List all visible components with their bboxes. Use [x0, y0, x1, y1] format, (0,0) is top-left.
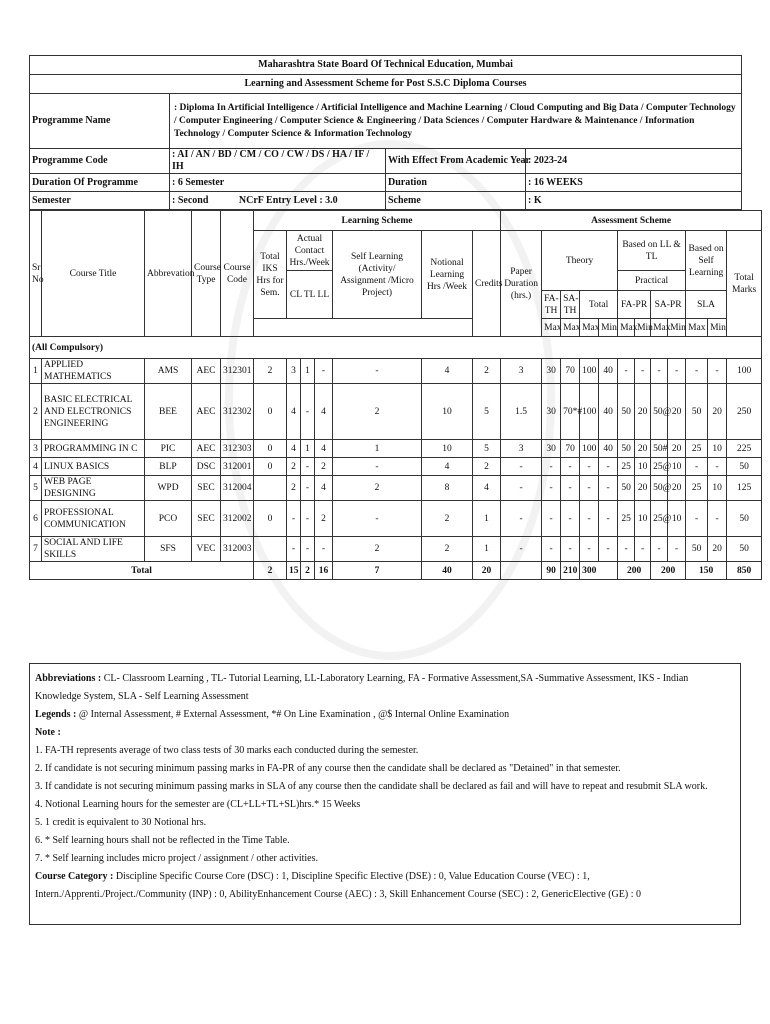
- self-learning-cell: -: [333, 501, 422, 537]
- abbreviations-note: [35, 670, 735, 706]
- sa-pr-header: SA-PR: [651, 291, 686, 319]
- total-marks-header: Total Marks: [727, 231, 762, 337]
- total-marks-cell: 50: [727, 458, 762, 476]
- sa-pr-min-cell: 20: [668, 384, 686, 440]
- course-title-header: Course Title: [42, 211, 145, 337]
- course-title-cell: PROFESSIONAL COMMUNICATION: [42, 501, 145, 537]
- course-type-cell: DSC: [192, 458, 221, 476]
- based-on-self-header: Based on Self Learning: [686, 231, 727, 291]
- ll-header: LL: [317, 289, 330, 300]
- table-row: [30, 476, 762, 501]
- iks-cell: 0: [254, 384, 287, 440]
- iks-cell: 0: [254, 501, 287, 537]
- sla-max-cell: 25: [686, 440, 708, 458]
- sa-pr-min-cell: 20: [668, 476, 686, 501]
- abbreviation-cell: PCO: [145, 501, 192, 537]
- sla-min-cell: -: [708, 458, 727, 476]
- fa-pr-max-cell: 25: [618, 501, 635, 537]
- total-theory: 300: [580, 562, 618, 580]
- notional-cell: 2: [422, 537, 473, 562]
- fa-th-cell: 30: [542, 359, 561, 384]
- paper-duration-cell: -: [501, 458, 542, 476]
- theory-min-cell: -: [599, 476, 618, 501]
- sr-no-cell: 4: [30, 458, 42, 476]
- sla-header: SLA: [686, 291, 727, 319]
- ll-cell: -: [315, 537, 333, 562]
- sla-max-cell: 25: [686, 476, 708, 501]
- legends-text: @ Internal Assessment, # External Assessment, *# On Line Examination , @$ Internal Online Examination: [76, 709, 510, 720]
- fa-pr-max-cell: -: [618, 359, 635, 384]
- theory-max-cell: 100: [580, 440, 599, 458]
- theory-max-cell: -: [580, 537, 599, 562]
- cl-cell: 4: [287, 384, 301, 440]
- table-row: [30, 458, 762, 476]
- cl-cell: 2: [287, 476, 301, 501]
- duration-programme-value: : 6 Semester: [170, 174, 386, 192]
- sa-th-cell: -: [561, 458, 580, 476]
- table-row: [30, 359, 762, 384]
- fa-th-cell: -: [542, 458, 561, 476]
- credits-cell: 1: [473, 537, 501, 562]
- iks-cell: [254, 537, 287, 562]
- cl-cell: 3: [287, 359, 301, 384]
- note-item: 5. 1 credit is equivalent to 30 Notional hrs.: [35, 817, 207, 828]
- fa-pr-min-cell: 10: [635, 501, 651, 537]
- cl-header: CL: [289, 289, 302, 300]
- sla-max-cell: 50: [686, 384, 708, 440]
- theory-min-cell: 40: [599, 359, 618, 384]
- sa-th-cell: 70: [561, 440, 580, 458]
- sr-no-cell: 5: [30, 476, 42, 501]
- total-marks: 850: [727, 562, 762, 580]
- self-learning-header: Self Learning (Activity/ Assignment /Micro Project): [333, 231, 422, 319]
- fa-th-cell: 30: [542, 384, 561, 440]
- theory-max-cell: -: [580, 476, 599, 501]
- fa-pr-header: FA-PR: [618, 291, 651, 319]
- iks-cell: 0: [254, 458, 287, 476]
- sa-pr-min-cell: 10: [668, 458, 686, 476]
- sr-no-cell: 2: [30, 384, 42, 440]
- fa-th-cell: 30: [542, 440, 561, 458]
- fa-pr-min-cell: 10: [635, 458, 651, 476]
- paper-duration-cell: 1.5: [501, 384, 542, 440]
- semester-label: Semester: [30, 192, 170, 210]
- scheme-title: Learning and Assessment Scheme for Post S.S.C Diploma Courses: [30, 75, 742, 94]
- legends-note: [35, 706, 735, 724]
- self-learning-cell: 2: [333, 384, 422, 440]
- legends-label: Legends :: [35, 709, 77, 720]
- duration-label: Duration: [386, 174, 526, 192]
- course-title-cell: LINUX BASICS: [42, 458, 145, 476]
- fa-pr-min-cell: 20: [635, 476, 651, 501]
- programme-code-value: : AI / AN / BD / CM / CO / CW / DS / HA / IF / IH: [170, 149, 386, 174]
- fa-th-header: FA-TH: [542, 291, 561, 319]
- notional-cell: 4: [422, 359, 473, 384]
- min-header: Min: [708, 319, 727, 337]
- effect-year-label: With Effect From Academic Year: [386, 149, 526, 174]
- sa-pr-max-cell: 25@: [651, 458, 668, 476]
- course-title-cell: SOCIAL AND LIFE SKILLS: [42, 537, 145, 562]
- self-learning-cell: 1: [333, 440, 422, 458]
- total-marks-cell: 250: [727, 384, 762, 440]
- note-item: 4. Notional Learning hours for the semester are (CL+LL+TL+SL)hrs.* 15 Weeks: [35, 799, 361, 810]
- theory-header: Theory: [542, 231, 618, 291]
- iks-cell: [254, 476, 287, 501]
- cl-cell: 2: [287, 458, 301, 476]
- total-ll: 16: [315, 562, 333, 580]
- note-item: 3. If candidate is not securing minimum passing marks in SLA of any course then the candidate shall be declared as fail and will have to repeat and resubmit SLA work.: [35, 781, 708, 792]
- min-header: Min: [599, 319, 618, 337]
- all-compulsory-label: (All Compulsory): [30, 337, 762, 359]
- credits-cell: 5: [473, 384, 501, 440]
- paper-duration-cell: -: [501, 501, 542, 537]
- self-learning-cell: -: [333, 458, 422, 476]
- fa-pr-min-cell: -: [635, 537, 651, 562]
- course-category-text: Discipline Specific Course Core (DSC) : 1, Discipline Specific Elective (DSE) : 0, Value Education Course (VEC) : 1, Intern./Apprenti./Project./Community (INP) : 0, AbilityEnhancement Course (AEC) : 3, Skill Enhancement Course (SEC) : 2, GenericElective (GE) : 0: [35, 871, 641, 900]
- theory-max-cell: 100: [580, 384, 599, 440]
- sla-max-cell: 50: [686, 537, 708, 562]
- min-header: Min: [668, 319, 686, 337]
- actual-contact-header: Actual Contact Hrs./Week: [287, 231, 333, 271]
- cl-cell: -: [287, 537, 301, 562]
- course-code-cell: 312301: [221, 359, 254, 384]
- fa-pr-min-cell: -: [635, 359, 651, 384]
- note-item: 1. FA-TH represents average of two class tests of 30 marks each conducted during the semester.: [35, 745, 419, 756]
- semester-value: [170, 192, 386, 210]
- theory-max-cell: -: [580, 501, 599, 537]
- ll-cell: 4: [315, 440, 333, 458]
- notional-cell: 10: [422, 440, 473, 458]
- max-header: Max: [651, 319, 668, 337]
- sla-min-cell: -: [708, 501, 727, 537]
- sa-pr-max-cell: 25@: [651, 501, 668, 537]
- total-sa-th: 210: [561, 562, 580, 580]
- totals-label: Total: [30, 562, 254, 580]
- course-code-header: Course Code: [221, 211, 254, 337]
- sla-min-cell: 10: [708, 476, 727, 501]
- course-code-cell: 312003: [221, 537, 254, 562]
- sa-pr-max-cell: 50@: [651, 476, 668, 501]
- programme-info-table: [29, 55, 742, 210]
- self-learning-cell: 2: [333, 537, 422, 562]
- course-type-cell: AEC: [192, 384, 221, 440]
- notes-section: [29, 663, 741, 925]
- sla-min-cell: 20: [708, 537, 727, 562]
- course-category-note: [35, 868, 735, 904]
- programme-code-label: Programme Code: [30, 149, 170, 174]
- sla-max-cell: -: [686, 359, 708, 384]
- duration-programme-label: Duration Of Programme: [30, 174, 170, 192]
- sla-min-cell: -: [708, 359, 727, 384]
- tl-cell: -: [301, 501, 315, 537]
- course-code-cell: 312303: [221, 440, 254, 458]
- note-item: 6. * Self learning hours shall not be reflected in the Time Table.: [35, 835, 290, 846]
- scheme-sheet: [29, 55, 757, 580]
- fa-pr-max-cell: 50: [618, 384, 635, 440]
- note-item: 7. * Self learning includes micro project / assignment / other activities.: [35, 853, 318, 864]
- max-header: Max: [580, 319, 599, 337]
- learning-scheme-header: Learning Scheme: [254, 211, 501, 231]
- notional-cell: 4: [422, 458, 473, 476]
- total-fa-th: 90: [542, 562, 561, 580]
- course-code-cell: 312002: [221, 501, 254, 537]
- self-learning-cell: -: [333, 359, 422, 384]
- course-code-cell: 312302: [221, 384, 254, 440]
- course-type-cell: AEC: [192, 440, 221, 458]
- abbreviations-label: Abbreviations :: [35, 673, 102, 684]
- sa-th-cell: -: [561, 476, 580, 501]
- cl-cell: -: [287, 501, 301, 537]
- tl-header: TL: [303, 289, 316, 300]
- programme-name-value: : Diploma In Artificial Intelligence / Artificial Intelligence and Machine Learning / Cloud Computing and Big Data / Computer Technology / Computer Engineering / Computer Science & Engineering / Data Sciences / Computer Hardware & Maintenance / Information Technology / Computer Science & Information Technology: [170, 94, 742, 149]
- course-category-label: Course Category :: [35, 871, 114, 882]
- sa-th-cell: -: [561, 537, 580, 562]
- ll-cell: 4: [315, 384, 333, 440]
- total-iks-header: Total IKS Hrs for Sem.: [254, 231, 287, 319]
- course-type-cell: AEC: [192, 359, 221, 384]
- iks-cell: 2: [254, 359, 287, 384]
- total-tl: 2: [301, 562, 315, 580]
- total-sla: 150: [686, 562, 727, 580]
- fa-pr-min-cell: 20: [635, 440, 651, 458]
- credits-cell: 5: [473, 440, 501, 458]
- cl-cell: 4: [287, 440, 301, 458]
- min-header: Min: [635, 319, 651, 337]
- fa-pr-max-cell: 50: [618, 440, 635, 458]
- sr-no-cell: 7: [30, 537, 42, 562]
- theory-min-cell: -: [599, 458, 618, 476]
- sa-th-cell: 70: [561, 359, 580, 384]
- note-label: Note :: [35, 727, 61, 738]
- paper-duration-cell: 3: [501, 440, 542, 458]
- iks-cell: 0: [254, 440, 287, 458]
- sr-no-cell: 6: [30, 501, 42, 537]
- sla-min-cell: 20: [708, 384, 727, 440]
- total-marks-cell: 125: [727, 476, 762, 501]
- fa-pr-min-cell: 20: [635, 384, 651, 440]
- notional-cell: 2: [422, 501, 473, 537]
- table-row: [30, 384, 762, 440]
- paper-duration-cell: -: [501, 476, 542, 501]
- sa-pr-max-cell: 50#: [651, 440, 668, 458]
- theory-min-cell: -: [599, 501, 618, 537]
- sr-no-cell: 1: [30, 359, 42, 384]
- sa-th-cell: -: [561, 501, 580, 537]
- paper-duration-cell: 3: [501, 359, 542, 384]
- course-type-cell: SEC: [192, 476, 221, 501]
- credits-cell: 2: [473, 458, 501, 476]
- sa-pr-min-cell: 20: [668, 440, 686, 458]
- practical-header: Practical: [618, 271, 686, 291]
- course-title-cell: WEB PAGE DESIGNING: [42, 476, 145, 501]
- theory-max-cell: -: [580, 458, 599, 476]
- fa-th-cell: -: [542, 537, 561, 562]
- ncrf-entry-level: NCrF Entry Level : 3.0: [238, 194, 338, 206]
- sr-no-header: Sr No: [30, 211, 42, 337]
- sa-pr-max-cell: -: [651, 359, 668, 384]
- abbreviation-cell: PIC: [145, 440, 192, 458]
- max-header: Max: [686, 319, 708, 337]
- course-type-cell: VEC: [192, 537, 221, 562]
- ll-cell: 2: [315, 501, 333, 537]
- sa-pr-min-cell: -: [668, 537, 686, 562]
- fa-th-cell: -: [542, 476, 561, 501]
- tl-cell: 1: [301, 359, 315, 384]
- paper-duration-cell: -: [501, 537, 542, 562]
- board-title: Maharashtra State Board Of Technical Education, Mumbai: [30, 56, 742, 75]
- total-paper-blank: [501, 562, 542, 580]
- sa-pr-min-cell: -: [668, 359, 686, 384]
- credits-header: Credits: [473, 231, 501, 337]
- course-title-cell: BASIC ELECTRICAL AND ELECTRONICS ENGINEERING: [42, 384, 145, 440]
- sla-max-cell: -: [686, 501, 708, 537]
- tl-cell: -: [301, 458, 315, 476]
- notional-header: Notional Learning Hrs /Week: [422, 231, 473, 319]
- table-row: [30, 537, 762, 562]
- fa-pr-max-cell: 25: [618, 458, 635, 476]
- theory-min-cell: 40: [599, 384, 618, 440]
- abbreviations-text: CL- Classroom Learning , TL- Tutorial Learning, LL-Laboratory Learning, FA - Formative Assessment,SA -Summative Assessment, IKS - Indian Knowledge System, SLA - Self Learning Assessment: [35, 673, 689, 702]
- fa-pr-max-cell: -: [618, 537, 635, 562]
- sla-max-cell: -: [686, 458, 708, 476]
- course-type-cell: SEC: [192, 501, 221, 537]
- theory-max-cell: 100: [580, 359, 599, 384]
- total-cl: 15: [287, 562, 301, 580]
- course-code-cell: 312001: [221, 458, 254, 476]
- total-sa-pr: 200: [651, 562, 686, 580]
- scheme-value: : K: [526, 192, 742, 210]
- course-scheme-table: [29, 210, 762, 580]
- theory-min-cell: -: [599, 537, 618, 562]
- abbreviation-cell: AMS: [145, 359, 192, 384]
- programme-name-label: Programme Name: [30, 94, 170, 149]
- total-marks-cell: 100: [727, 359, 762, 384]
- table-row: [30, 501, 762, 537]
- notional-cell: 8: [422, 476, 473, 501]
- theory-min-cell: 40: [599, 440, 618, 458]
- tl-cell: 1: [301, 440, 315, 458]
- sr-no-cell: 3: [30, 440, 42, 458]
- sla-min-cell: 10: [708, 440, 727, 458]
- effect-year-value: : 2023-24: [526, 149, 742, 174]
- total-notional: 40: [422, 562, 473, 580]
- fa-th-cell: -: [542, 501, 561, 537]
- credits-cell: 1: [473, 501, 501, 537]
- total-fa-pr: 200: [618, 562, 651, 580]
- semester-text: : Second: [172, 194, 209, 206]
- course-title-cell: APPLIED MATHEMATICS: [42, 359, 145, 384]
- tl-cell: -: [301, 537, 315, 562]
- sa-th-header: SA-TH: [561, 291, 580, 319]
- sa-pr-max-cell: 50@: [651, 384, 668, 440]
- duration-value: : 16 WEEKS: [526, 174, 742, 192]
- max-header: Max: [542, 319, 561, 337]
- paper-duration-header: Paper Duration (hrs.): [501, 231, 542, 337]
- total-iks: 2: [254, 562, 287, 580]
- table-row: [30, 440, 762, 458]
- course-title-cell: PROGRAMMING IN C: [42, 440, 145, 458]
- total-marks-cell: 50: [727, 537, 762, 562]
- total-credits: 20: [473, 562, 501, 580]
- self-learning-cell: 2: [333, 476, 422, 501]
- total-sl: 7: [333, 562, 422, 580]
- contact-cl-tl-ll: [287, 271, 333, 319]
- totals-row: [30, 562, 762, 580]
- total-marks-cell: 225: [727, 440, 762, 458]
- ll-cell: 4: [315, 476, 333, 501]
- tl-cell: -: [301, 384, 315, 440]
- fa-pr-max-cell: 50: [618, 476, 635, 501]
- sa-pr-min-cell: 10: [668, 501, 686, 537]
- based-on-ll-tl-header: Based on LL & TL: [618, 231, 686, 271]
- blank-max-min-cell: [254, 319, 501, 337]
- sa-th-cell: 70*#: [561, 384, 580, 440]
- theory-total-header: Total: [580, 291, 618, 319]
- max-header: Max: [618, 319, 635, 337]
- abbreviation-header: Abbrevation: [145, 211, 192, 337]
- max-header: Max: [561, 319, 580, 337]
- abbreviation-cell: SFS: [145, 537, 192, 562]
- notional-cell: 10: [422, 384, 473, 440]
- assessment-scheme-header: Assessment Scheme: [501, 211, 762, 231]
- scheme-label: Scheme: [386, 192, 526, 210]
- sa-pr-max-cell: -: [651, 537, 668, 562]
- abbreviation-cell: BEE: [145, 384, 192, 440]
- credits-cell: 4: [473, 476, 501, 501]
- tl-cell: -: [301, 476, 315, 501]
- ll-cell: 2: [315, 458, 333, 476]
- course-type-header: Course Type: [192, 211, 221, 337]
- ll-cell: -: [315, 359, 333, 384]
- total-marks-cell: 50: [727, 501, 762, 537]
- course-code-cell: 312004: [221, 476, 254, 501]
- abbreviation-cell: WPD: [145, 476, 192, 501]
- course-rows: [30, 359, 762, 562]
- note-item: 2. If candidate is not securing minimum passing marks in FA-PR of any course then the candidate shall be declared as "Detained" in that semester.: [35, 763, 621, 774]
- credits-cell: 2: [473, 359, 501, 384]
- abbreviation-cell: BLP: [145, 458, 192, 476]
